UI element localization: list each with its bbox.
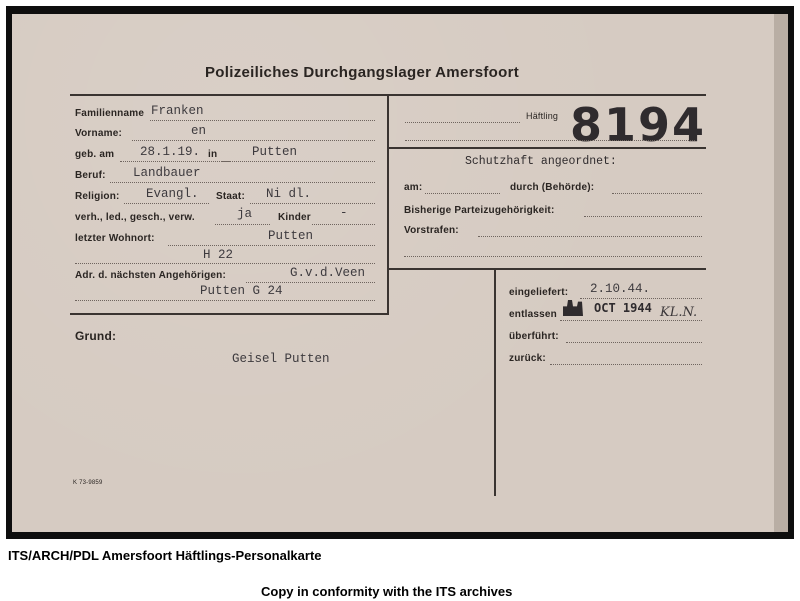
line-beruf — [110, 182, 375, 183]
line-vorstrafen — [478, 236, 702, 237]
line-haeftling-2 — [405, 140, 695, 141]
value-entlassen-stamp: OCT 1944 — [594, 301, 652, 315]
card-edge — [774, 14, 788, 532]
label-vorname: Vorname: — [75, 128, 122, 139]
label-letzter-wohnort: letzter Wohnort: — [75, 233, 155, 244]
line-geb-ort — [222, 161, 375, 162]
line-staat — [250, 203, 375, 204]
label-eingeliefert: eingeliefert: — [509, 287, 569, 298]
line-kinder — [312, 224, 375, 225]
divider-left-box-bottom — [70, 313, 389, 315]
line-angehoerige-adresse — [75, 300, 375, 301]
line-geb-datum — [120, 161, 230, 162]
label-familienname: Familienname — [75, 108, 145, 119]
line-parteizugehoerigkeit — [584, 216, 702, 217]
value-kinder: - — [340, 206, 348, 220]
value-wohnort: Putten — [268, 229, 314, 243]
label-schutzhaft: Schutzhaft angeordnet: — [465, 155, 617, 168]
line-angehoerige — [246, 282, 375, 283]
label-vorstrafen: Vorstrafen: — [404, 225, 459, 236]
value-eingeliefert: 2.10.44. — [590, 282, 651, 296]
value-religion: Evangl. — [146, 187, 199, 201]
label-religion: Religion: — [75, 191, 120, 202]
label-parteizugehoerigkeit: Bisherige Parteizugehörigkeit: — [404, 205, 555, 216]
label-in: in — [208, 149, 218, 160]
value-beruf: Landbauer — [133, 166, 201, 180]
value-staat: Ni dl. — [266, 187, 312, 201]
value-angehoerige-adresse: Putten G 24 — [200, 284, 283, 298]
line-verh — [215, 224, 270, 225]
divider-vertical-lower — [494, 270, 496, 496]
archive-source-caption: ITS/ARCH/PDL Amersfoort Häftlings-Personalkarte — [8, 548, 322, 563]
label-adr-angehoerige: Adr. d. nächsten Angehörigen: — [75, 270, 226, 281]
line-zurueck — [550, 364, 702, 365]
line-haeftling-left — [405, 122, 520, 123]
label-entlassen: entlassen — [509, 309, 557, 320]
line-eingeliefert — [580, 298, 702, 299]
value-vorname: en — [191, 124, 207, 138]
value-geb-ort: Putten — [252, 145, 298, 159]
divider-right-lower — [389, 268, 706, 270]
line-vorname — [132, 140, 375, 141]
line-entlassen — [560, 320, 702, 321]
line-religion — [124, 203, 209, 204]
line-ueberfuehrt — [566, 342, 702, 343]
label-verh: verh., led., gesch., verw. — [75, 212, 195, 223]
label-haeftling: Häftling — [526, 111, 559, 121]
value-haeftling-nr: 8194 — [570, 98, 707, 152]
label-am: am: — [404, 182, 423, 193]
line-durch — [612, 193, 702, 194]
line-familienname — [150, 120, 375, 121]
value-familienname: Franken — [151, 104, 204, 118]
label-staat: Staat: — [216, 191, 245, 202]
value-verh: ja — [237, 207, 253, 221]
value-grund: Geisel Putten — [232, 352, 330, 366]
value-angehoerige-name: G.v.d.Veen — [290, 266, 366, 280]
conformity-caption: Copy in conformity with the ITS archives — [261, 584, 513, 599]
label-kinder: Kinder — [278, 212, 311, 223]
value-entlassen-note: KL.N. — [660, 305, 698, 320]
card-title: Polizeiliches Durchgangslager Amersfoort — [205, 64, 520, 81]
line-wohnort-adresse — [75, 263, 375, 264]
line-am — [425, 193, 500, 194]
divider-left-box-right — [387, 94, 389, 314]
label-grund: Grund: — [75, 329, 117, 343]
line-vorstrafen-2 — [404, 256, 702, 257]
label-durch: durch (Behörde): — [510, 182, 595, 193]
form-code: K 73-9859 — [73, 480, 103, 486]
label-geb-am: geb. am — [75, 149, 115, 160]
value-wohnort-adresse: H 22 — [203, 248, 234, 262]
label-beruf: Beruf: — [75, 170, 106, 181]
label-ueberfuehrt: überführt: — [509, 331, 559, 342]
value-geb-datum: 28.1.19. — [140, 145, 201, 159]
line-wohnort — [168, 245, 375, 246]
label-zurueck: zurück: — [509, 353, 546, 364]
